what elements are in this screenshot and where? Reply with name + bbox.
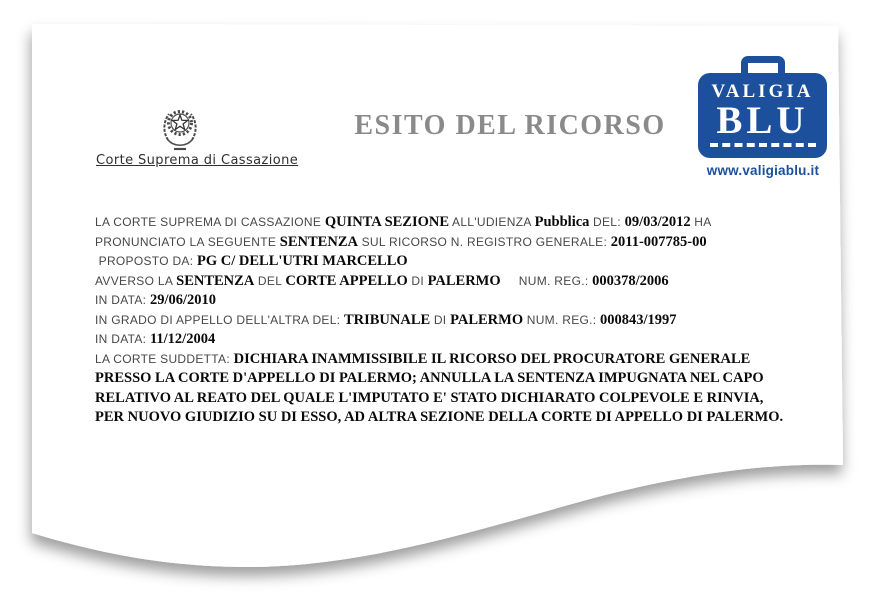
emphasized-text: PG C/ DELL'UTRI MARCELLO [197, 253, 408, 269]
emphasized-text: SENTENZA [176, 272, 255, 289]
emphasized-text: TRIBUNALE [343, 311, 431, 328]
italy-republic-emblem-icon [160, 106, 200, 154]
label-text: AVVERSO LA [95, 273, 177, 288]
label-text: NUM. REG.: [523, 312, 601, 327]
emphasized-text: 000378/2006 [592, 272, 669, 289]
emphasized-text: DICHIARA INAMMISSIBILE IL RICORSO DEL PROCURATORE GENERALE [233, 350, 751, 367]
label-text: LA CORTE SUPREMA DI CASSAZIONE [95, 215, 325, 229]
logo-word-blu: BLU [716, 99, 809, 142]
emphasized-text: PALERMO [427, 272, 501, 289]
ruling-text-block [95, 212, 805, 427]
label-text: DI [407, 273, 428, 288]
label-text: HA [690, 215, 712, 229]
body-line [95, 251, 805, 271]
body-line [95, 212, 805, 232]
label-text: DEL [254, 273, 286, 288]
valigiablu-logo [688, 52, 838, 184]
logo-website-url: www.valigiablu.it [706, 163, 820, 178]
body-line [95, 349, 805, 369]
label-text: IN DATA: [95, 332, 150, 346]
emphasized-text: RELATIVO AL REATO DEL QUALE L'IMPUTATO E' STATO DICHIARATO COLPEVOLE E RINVIA, [95, 389, 764, 406]
document-title: ESITO DEL RICORSO [354, 110, 666, 141]
body-line [95, 388, 805, 408]
body-line [95, 368, 805, 388]
label-text: PRONUNCIATO LA SEGUENTE [95, 234, 280, 249]
label-text: IN GRADO DI APPELLO DELL'ALTRA DEL: [95, 312, 344, 327]
label-text: SUL RICORSO N. REGISTRO GENERALE: [357, 234, 611, 249]
emphasized-text: SENTENZA [279, 233, 358, 250]
emphasized-text: CORTE APPELLO [285, 272, 408, 289]
logo-word-valigia: VALIGIA [711, 81, 814, 102]
body-line [95, 329, 805, 349]
label-text: IN DATA: [95, 293, 150, 307]
emphasized-text: QUINTA SEZIONE [324, 214, 450, 230]
suitcase-dashed-line [710, 143, 816, 147]
suitcase-icon [698, 73, 827, 158]
emphasized-text: 2011-007785-00 [610, 233, 707, 250]
emphasized-text: PER NUOVO GIUDIZIO SU DI ESSO, AD ALTRA SEZIONE DELLA CORTE DI APPELLO DI PALERMO. [95, 409, 784, 425]
body-line [95, 407, 805, 427]
label-text: DEL: [589, 215, 625, 229]
emphasized-text: 09/03/2012 [624, 214, 691, 230]
body-line [95, 232, 805, 252]
label-text: ALL'UDIENZA [449, 215, 535, 229]
body-line [95, 310, 805, 330]
label-text: DI [430, 312, 451, 327]
label-text: NUM. REG.: [500, 273, 593, 288]
institution-name: Corte Suprema di Cassazione [96, 153, 299, 168]
body-line [95, 290, 805, 310]
emphasized-text: Pubblica [534, 214, 590, 230]
emphasized-text: PALERMO [450, 311, 524, 328]
emphasized-text: 11/12/2004 [149, 331, 216, 347]
emphasized-text: PRESSO LA CORTE D'APPELLO DI PALERMO; ANNULLA LA SENTENZA IMPUGNATA NEL CAPO [95, 370, 764, 386]
label-text: LA CORTE SUDDETTA: [95, 351, 234, 366]
body-line [95, 271, 805, 291]
label-text: PROPOSTO DA: [95, 254, 197, 268]
emphasized-text: 000843/1997 [600, 311, 677, 328]
emphasized-text: 29/06/2010 [149, 292, 216, 308]
